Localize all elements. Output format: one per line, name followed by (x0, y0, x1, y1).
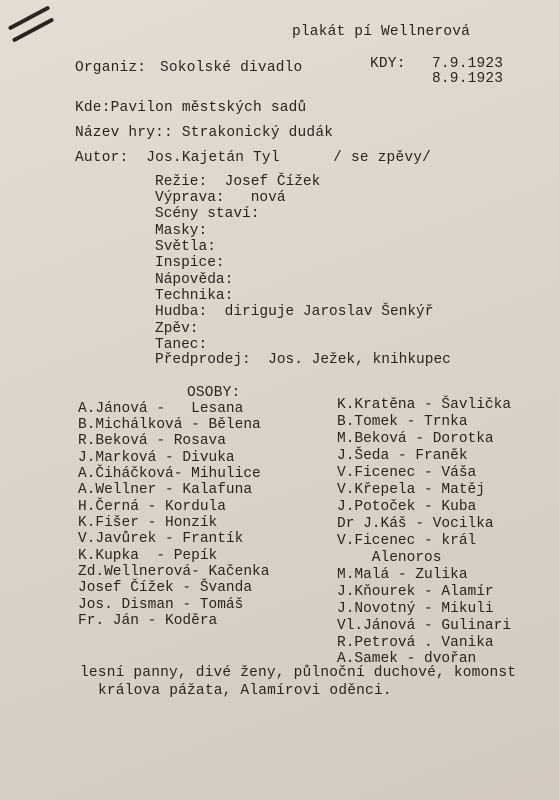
cast-row: A.Samek - dvořan (337, 651, 477, 667)
cast-row: J.Šeda - Franěk (337, 448, 468, 464)
kdy-label: KDY: (370, 56, 406, 72)
organiz-label: Organiz: (75, 60, 147, 76)
crew-row: Inspice: (155, 255, 225, 271)
crew-row: Technika: (155, 288, 234, 304)
crew-row: Světla: (155, 239, 216, 255)
cast-row: K.Fišer - Honzík (78, 515, 218, 531)
cast-row: J.Marková - Divuka (78, 450, 235, 466)
document-title: plakát pí Wellnerová (292, 24, 471, 40)
cast-row: K.Kratěna - Šavlička (337, 397, 512, 413)
cast-row: J.Kňourek - Alamír (337, 584, 494, 600)
cast-row: H.Černá - Kordula (78, 499, 226, 515)
cast-row: A.Jánová - Lesana (78, 401, 244, 417)
crew-row: Tanec: (155, 337, 208, 353)
field-nazev: Název hry:: Strakonický dudák (75, 125, 334, 141)
date-first: 7.9.1923 (432, 56, 504, 72)
cast-row: Jos. Disman - Tomáš (78, 597, 244, 613)
cast-row: M.Beková - Dorotka (337, 431, 494, 447)
cast-heading: OSOBY: (187, 385, 241, 401)
crew-row: Nápověda: (155, 272, 234, 288)
cast-row: Vl.Jánová - Gulinari (337, 618, 512, 634)
cast-row: Fr. Ján - Koděra (78, 613, 218, 629)
cast-row: K.Kupka - Pepík (78, 548, 218, 564)
crew-row: Režie: Josef Čížek (155, 174, 321, 190)
cast-row: A.Čiháčková- Mihulice (78, 466, 261, 482)
cast-row: R.Petrová . Vanika (337, 635, 494, 651)
cast-row: J.Potoček - Kuba (337, 499, 477, 515)
crew-row: Výprava: nová (155, 190, 286, 206)
cast-row: V.Javůrek - Frantík (78, 531, 244, 547)
cast-row: Alenoros (337, 550, 442, 566)
footer-line-1: lesní panny, divé ženy, půlnoční duchové, komonst (80, 665, 517, 681)
cast-row: B.Tomek - Trnka (337, 414, 468, 430)
cast-row: Dr J.Káš - Vocilka (337, 516, 494, 532)
crew-row: Masky: (155, 223, 208, 239)
cast-row: Zd.Wellnerová- Kačenka (78, 564, 270, 580)
crew-row: Hudba: diriguje Jaroslav Šenkýř (155, 304, 434, 320)
cast-row: J.Novotný - Mikuli (337, 601, 494, 617)
footer-line-2: králova pážata, Alamírovi oděnci. (98, 683, 392, 699)
cast-row: M.Malá - Zulika (337, 567, 468, 583)
crew-row: Předprodej: Jos. Ježek, knihkupec (155, 352, 451, 368)
date-second: 8.9.1923 (432, 71, 504, 87)
cast-row: A.Wellner - Kalafuna (78, 482, 253, 498)
crew-row: Scény staví: (155, 206, 260, 222)
crew-row: Zpěv: (155, 321, 199, 337)
field-kde: Kde:Pavilon městských sadů (75, 100, 307, 116)
cast-row: B.Michálková - Bělena (78, 417, 261, 433)
cast-row: V.Ficenec - král (337, 533, 477, 549)
cast-row: V.Křepela - Matěj (337, 482, 485, 498)
cast-row: R.Beková - Rosava (78, 433, 226, 449)
organiz-value: Sokolské divadlo (160, 60, 303, 76)
pen-mark-icon (8, 5, 50, 30)
cast-row: Josef Čížek - Švanda (78, 580, 253, 596)
field-autor: Autor: Jos.Kajetán Tyl / se zpěvy/ (75, 150, 432, 166)
cast-row: V.Ficenec - Váša (337, 465, 477, 481)
